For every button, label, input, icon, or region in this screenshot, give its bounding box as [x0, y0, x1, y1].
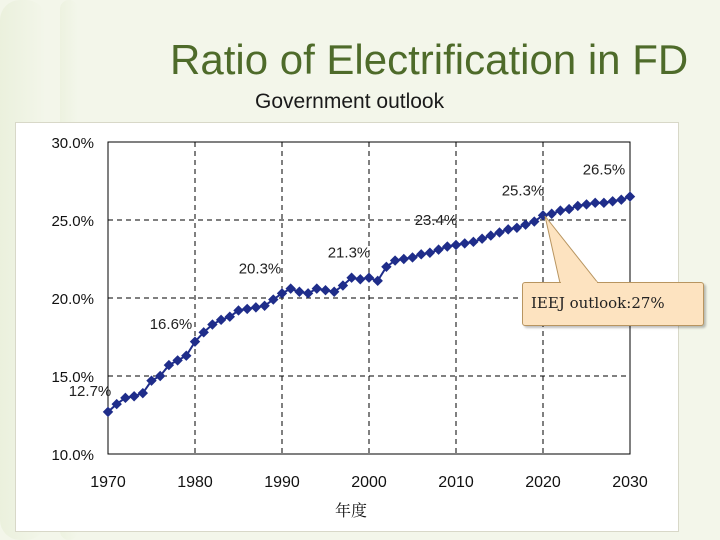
- data-point: [399, 255, 408, 264]
- x-tick-label: 2030: [612, 474, 648, 491]
- data-label: 21.3%: [327, 244, 371, 262]
- data-label: 23.4%: [414, 211, 458, 229]
- data-point: [591, 198, 600, 207]
- data-label: 26.5%: [582, 161, 626, 179]
- data-point: [443, 242, 452, 251]
- data-point: [547, 209, 556, 218]
- line-chart: [16, 123, 678, 531]
- data-point: [312, 284, 321, 293]
- data-point: [460, 239, 469, 248]
- data-point: [512, 223, 521, 232]
- y-tick-label: 15.0%: [51, 369, 94, 386]
- y-tick-label: 25.0%: [51, 213, 94, 230]
- data-point: [173, 356, 182, 365]
- data-point: [486, 231, 495, 240]
- data-point: [251, 303, 260, 312]
- data-point: [425, 248, 434, 257]
- data-point: [304, 289, 313, 298]
- data-point: [217, 315, 226, 324]
- data-point: [599, 198, 608, 207]
- data-point: [478, 234, 487, 243]
- data-point: [434, 245, 443, 254]
- data-point: [504, 225, 513, 234]
- data-point: [521, 220, 530, 229]
- data-point: [408, 253, 417, 262]
- data-point: [243, 304, 252, 313]
- data-point: [582, 200, 591, 209]
- data-label: 16.6%: [149, 316, 193, 334]
- data-point: [573, 201, 582, 210]
- data-point: [617, 195, 626, 204]
- data-point: [321, 286, 330, 295]
- slide-title: Ratio of Electrification in FD: [170, 36, 689, 83]
- x-tick-label: 2000: [351, 474, 387, 491]
- x-tick-label: 1970: [90, 474, 126, 491]
- x-tick-label: 2020: [525, 474, 561, 491]
- ieej-outlook-callout: [522, 282, 704, 326]
- data-label: 20.3%: [238, 260, 282, 278]
- data-point: [356, 275, 365, 284]
- data-point: [373, 276, 382, 285]
- data-point: [626, 192, 635, 201]
- y-tick-label: 30.0%: [51, 135, 94, 152]
- data-point: [295, 287, 304, 296]
- data-point: [452, 240, 461, 249]
- y-tick-label: 20.0%: [51, 291, 94, 308]
- data-point: [495, 228, 504, 237]
- data-label: 25.3%: [501, 182, 545, 200]
- callout-text: IEEJ outlook:27%: [531, 294, 665, 312]
- data-point: [417, 250, 426, 259]
- x-tick-label: 1990: [264, 474, 300, 491]
- chart-panel: [15, 122, 679, 532]
- data-point: [469, 237, 478, 246]
- data-point: [608, 197, 617, 206]
- x-tick-label: 2010: [438, 474, 474, 491]
- x-tick-label: 1980: [177, 474, 213, 491]
- data-point: [365, 273, 374, 282]
- data-point: [565, 205, 574, 214]
- y-tick-label: 10.0%: [51, 447, 94, 464]
- data-point: [556, 206, 565, 215]
- x-axis-label: 年度: [334, 501, 368, 520]
- slide-subtitle: Government outlook: [255, 90, 445, 113]
- data-label: 12.7%: [68, 382, 112, 400]
- data-point: [286, 284, 295, 293]
- data-point: [182, 351, 191, 360]
- data-point: [130, 392, 139, 401]
